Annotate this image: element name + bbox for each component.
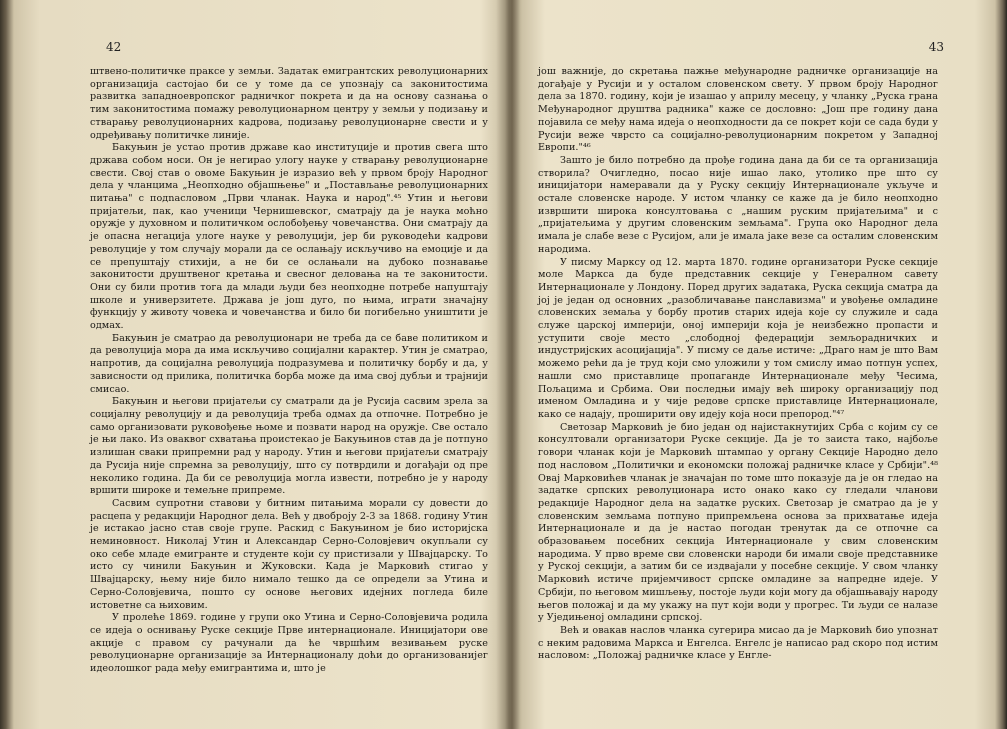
paragraph: Светозар Марковић је био један од најистакнутијих Срба с којим су се консултовали организатори Руске секције. Да је то заиста тако, најбоље говори чланак који је Марковић штампао у органу Секције Народно дело под насловом „Политички и економски положај радничке класе у Србији".⁴⁸ Овај Марковићев чланак је значајан по томе што показује да је он гледао на задатке српских револуционара исто онако како су гледали чланови редакције Народног дела на задатке руских. Светозар је сматрао да је у словенским земљама потпуно припремљена основа за прихватање идеја Интернационале и да је настао погодан тренутак да се отпочне са образовањем посебних секција Интернационале у свим словенским народима. У прво време сви словенски народи би имали своје представнике у Руској секцији, а затим би се издвајали у посебне секције. У свом чланку Марковић истиче пријемчивост српске омладине за напредне идеје. У Србији, по његовом мишљењу, постоје људи који могу да објашњавају народу његов положај и да му укажу на пут који води у прогрес. Ти људи се налазе у Уједињеној омладини српској. bbox=[538, 421, 938, 624]
paragraph: Бакуњин је сматрао да револуционари не треба да се баве политиком и да револуција мора да има искључиво социјални карактер. Утин је сматрао, напротив, да социјална револуција подразумева и политичку борбу и да, у зависности од прилика, политичка борба може да има свој дубљи и трајнији смисао. bbox=[90, 332, 488, 395]
left-page-number: 42 bbox=[106, 40, 122, 54]
paragraph: Бакуњин и његови пријатељи су сматрали да је Русија сасвим зрела за социјалну револуцију и да револуција треба одмах да отпочне. Потребно је само организовати руковођење њоме и позвати народ на оружје. Све остало је њи лако. Из оваквог схватања проистекао је Бакуњинов став да је потпуно излишан сваки припремни рад у народу. Утин и његови пријатељи сматрају да Русија није спремна за револуцију, што су потврдили и догађаји од пре неколико година. Да би се револуција могла извести, потребно је у народу вршити широке и темељне припреме. bbox=[90, 396, 488, 497]
right-page-text bbox=[538, 66, 938, 663]
paragraph: Бакуњин је устао против државе као институције и против свега што држава собом носи. Он је негирао улогу науке у стварању револуционарне свести. Свој став о овоме Бакуњин је изразио већ у првом броју Народног дела у чланцима „Неопходно објашњење" и „Постављање револуционарних питања" с подnасловом „Први чланак. Наука и народ".⁴⁵ Утин и његови пријатељи, пак, као ученици Чернишевског, сматрају да је наука моћно оружје у духовном и политичком ослобођењу човечанства. Они сматрају да је опасна негација улоге науке у револуцији, јер би руководећи кадрови револуције у том случају морали да се ослањају искључиво на емоције и да се препуштају стихији, а не би се ослањали на дубоко познавање законитости друштвеног кретања и свесног деловања на те законитости. Они су били против тога да млади људи без неопходне потребе напуштају школе и универзитете. Држава је још дуго, по њима, играти значајну функцију у животу човека и човечанства и било би погибељно уништити је одмах. bbox=[90, 142, 488, 332]
paragraph: У писму Марксу од 12. марта 1870. године организатори Руске секције моле Маркса да буде представник секције у Генералном савету Интернационале у Лондону. Поред других задатака, Руска секција сматра да јој је један од основних „разобличавање панславизма" и увођење омладине словенских земаља у борбу против старих идеја које су служиле и сада служе царској империји, оној империји која је неизбежно пропасти и уступити своје место „слободној федерацији земљорадничких и индустријских асоцијација". У писму се даље истиче: „Драго нам је што Вам можемо рећи да је труд који смо уложили у том смислу имао потпун успех, нашли смо приставлице пропаганде Интернационале међу Чесима, Пољацима и Србима. Ови последњи имају већ широку организацију под именом Омладина и у чије редове српске приставлице Интернационале, како се надају, проширити ову идеју која носи препород."⁴⁷ bbox=[538, 256, 938, 420]
left-page bbox=[10, 0, 504, 729]
paragraph: још важније, до скретања пажње међународне радничке организације на догађаје у Русији и у осталом словенском свету. У првом броју Народног дела за 1870. годину, који је изашао у априлу месецу, у чланку „Руска грана Међународног друштва радника" каже се дословно: „Још пре годину дана појавила се међу нама идеја о неопходности да се покрет који се сада буди у Русији веже чврсто са социјално-револуционарним покретом у Западној Европи."⁴⁶ bbox=[538, 66, 938, 154]
paragraph: У пролеће 1869. године у групи око Утина и Серно-Соловјевича родила се идеја о оснивању Руске секције Прве интернационале. Иницијатори ове акције с правом су рачунали да ће чвршћим везивањем руске револуционарне организације за Интернационалу доћи до организованијег идеолошког рада међу емигрантима и, што је bbox=[90, 612, 488, 675]
paragraph: Већ и овакав наслов чланка сугерира мисао да је Марковић био упознат с неким радовима Маркса и Енгелса. Енгелс је написао рад скоро под истим насловом: „Положај радничке класе у Енгле- bbox=[538, 624, 938, 662]
right-page bbox=[512, 0, 998, 729]
right-page-number: 43 bbox=[928, 40, 944, 54]
paragraph: Сасвим супротни ставови у битним питањима морали су довести до расцепа у редакцији Народног дела. Већ у двоброју 2-3 за 1868. годину Утин је истакао јасно став своје групе. Раскид с Бакуњином је био историјска неминовност. Николај Утин и Александар Серно-Соловјевич окупљали су око себе младе емигранте и студенте који су пристизали у Швајцарску. То исто су чинили Бакуњин и Жуковски. Када је Марковић стигао у Швајцарску, њему није било нимало тешко да се определи за Утина и Серно-Соловјевича, пошто су основе његових идејних погледа биле истоветне са њиховим. bbox=[90, 497, 488, 611]
paragraph: Зашто је било потребно да прође година дана да би се та организација створила? Очигледно, посао није ишао лако, утолико пре што су иницијатори намеравали да у Руску секцију Интернационале укључе и остале словенске народе. У истом чланку се каже да је било неопходно извршити широка консултовања с „нашим руским пријатељима" и с „пријатељима у другим словенским земљама". Група око Народног дела имала је слабе везе с Русијом, али је имала јаке везе са осталим словенским народима. bbox=[538, 154, 938, 255]
paragraph: штвено-политичке праксе у земљи. Задатак емигрантских револуционарних организација састојао би се у томе да се упознају са законитостима развитка западноевропског радничког покрета и да на основу сазнања о тим законитостима помажу револуционарном центру у земљи у подизању и стварању револуционарних кадрова, подизању револуционарне свести и у одређивању политичке линије. bbox=[90, 66, 488, 141]
left-page-text bbox=[90, 66, 488, 676]
